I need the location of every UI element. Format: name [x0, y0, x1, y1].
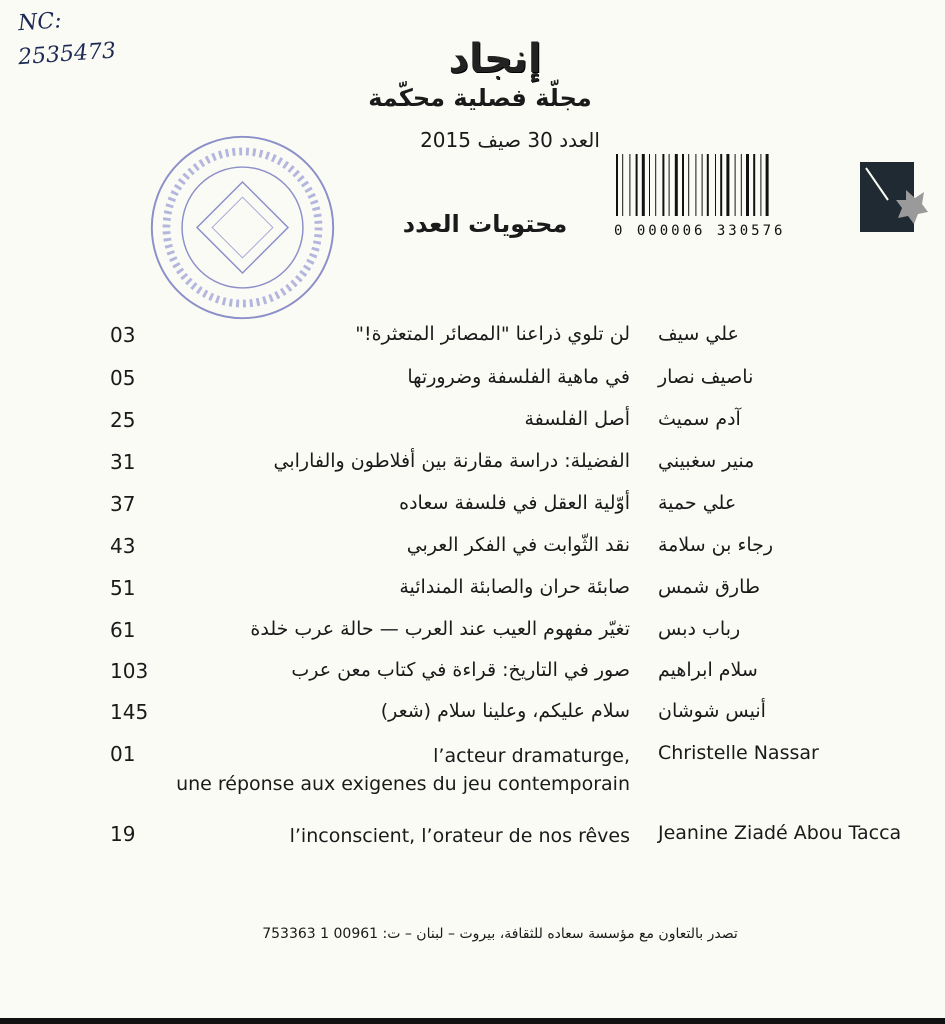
- barcode-bar: [629, 154, 630, 216]
- entry-author: أنيس شوشان: [658, 700, 766, 722]
- entry-title: نقد الثّوابت في الفكر العربي: [406, 534, 630, 556]
- magazine-logo: إنجاد: [448, 36, 542, 82]
- barcode-bar: [702, 154, 703, 216]
- barcode-bar: [746, 154, 749, 216]
- barcode-bar: [741, 154, 742, 216]
- entry-author: Christelle Nassar: [658, 742, 819, 764]
- entry-title-line: l’inconscient, l’orateur de nos rêves: [289, 825, 630, 847]
- barcode-bar: [655, 154, 656, 216]
- barcode-bar: [715, 154, 716, 216]
- entry-author: رجاء بن سلامة: [658, 534, 774, 556]
- entry-author: رباب دبس: [658, 618, 741, 640]
- handwritten-note-line-1: NC:: [17, 8, 63, 37]
- barcode-bar: [636, 154, 638, 216]
- entry-title: [130, 742, 630, 798]
- entry-page-number: 61: [110, 618, 136, 642]
- barcode-bar: [753, 154, 755, 216]
- entry-page-number: 19: [110, 822, 136, 846]
- contents-entry: [100, 323, 920, 363]
- barcode-bar: [616, 154, 618, 216]
- barcode-digits: 0 000006 330576: [614, 223, 786, 239]
- entry-title: صابئة حران والصابئة المندائية: [399, 576, 630, 598]
- entry-title-line: l’acteur dramaturge,: [433, 745, 630, 767]
- barcode-bar: [662, 154, 664, 216]
- contents-entry-french: [100, 742, 920, 806]
- contents-entry: [100, 492, 920, 532]
- entry-page-number: 31: [110, 450, 136, 474]
- barcode-bar: [688, 154, 689, 216]
- contents-entry: [100, 534, 920, 574]
- entry-page-number: 43: [110, 534, 136, 558]
- magazine-subtitle: مجلّة فصلية محكّمة: [368, 84, 592, 112]
- entry-title: أصل الفلسفة: [524, 408, 630, 430]
- handwritten-note-line-2: 2535473: [17, 38, 117, 71]
- barcode-bar: [726, 154, 729, 216]
- entry-title: سلام عليكم، وعلينا سلام (شعر): [380, 700, 630, 722]
- issue-info: العدد 30 صيف 2015: [420, 128, 600, 152]
- contents-entry: [100, 700, 920, 740]
- entry-title: صور في التاريخ: قراءة في كتاب معن عرب: [291, 659, 630, 681]
- entry-title: تغيّر مفهوم العيب عند العرب — حالة عرب خلدة: [250, 618, 630, 640]
- entry-page-number: 01: [110, 742, 136, 766]
- entry-author: ناصيف نصار: [658, 366, 754, 388]
- entry-author: آدم سميث: [658, 408, 741, 430]
- barcode-bar: [682, 154, 684, 216]
- barcode-bar: [695, 154, 696, 216]
- contents-entry: [100, 576, 920, 616]
- contents-entry: [100, 366, 920, 406]
- entry-page-number: 37: [110, 492, 136, 516]
- contents-heading: محتويات العدد: [402, 210, 568, 238]
- scan-edge: [0, 1018, 945, 1024]
- entry-author: منير سغبيني: [658, 450, 755, 472]
- contents-entry: [100, 659, 920, 699]
- barcode-bar: [649, 154, 650, 216]
- barcode-bar: [675, 154, 678, 216]
- entry-page-number: 145: [110, 700, 149, 724]
- barcode-bar: [720, 154, 722, 216]
- barcode-bar: [707, 154, 709, 216]
- entry-author: Jeanine Ziadé Abou Tacca: [658, 822, 902, 844]
- contents-entry: [100, 408, 920, 448]
- entry-title: لن تلوي ذراعنا "المصائر المتعثرة!": [355, 323, 630, 345]
- entry-page-number: 25: [110, 408, 136, 432]
- publisher-mark-icon: [860, 160, 928, 235]
- entry-title: في ماهية الفلسفة وضرورتها: [407, 366, 630, 388]
- entry-title: الفضيلة: دراسة مقارنة بين أفلاطون والفارابي: [273, 450, 630, 472]
- entry-author: طارق شمس: [658, 576, 760, 598]
- barcode-icon: [612, 150, 857, 240]
- entry-author: علي سيف: [658, 323, 739, 345]
- entry-page-number: 103: [110, 659, 149, 683]
- barcode-bar: [766, 154, 769, 216]
- barcode-bar: [735, 154, 736, 216]
- footer-publisher-note: تصدر بالتعاون مع مؤسسة سعاده للثقافة، بيروت – لبنان – ت: 00961 1 753363: [262, 926, 738, 942]
- barcode-bar: [642, 154, 645, 216]
- entry-page-number: 05: [110, 366, 136, 390]
- entry-author: سلام ابراهيم: [658, 659, 758, 681]
- contents-entry: [100, 618, 920, 658]
- entry-page-number: 51: [110, 576, 136, 600]
- barcode-bar: [760, 154, 761, 216]
- contents-entry-french: [100, 822, 920, 862]
- entry-title-line: une réponse aux exigenes du jeu contemporain: [176, 773, 630, 795]
- entry-title: [130, 822, 630, 850]
- entry-page-number: 03: [110, 323, 136, 347]
- library-stamp-icon: [145, 130, 340, 325]
- barcode-bar: [622, 154, 623, 216]
- contents-entry: [100, 450, 920, 490]
- entry-author: علي حمية: [658, 492, 737, 514]
- barcode-bar: [669, 154, 670, 216]
- entry-title: أوّلية العقل في فلسفة سعاده: [399, 492, 630, 514]
